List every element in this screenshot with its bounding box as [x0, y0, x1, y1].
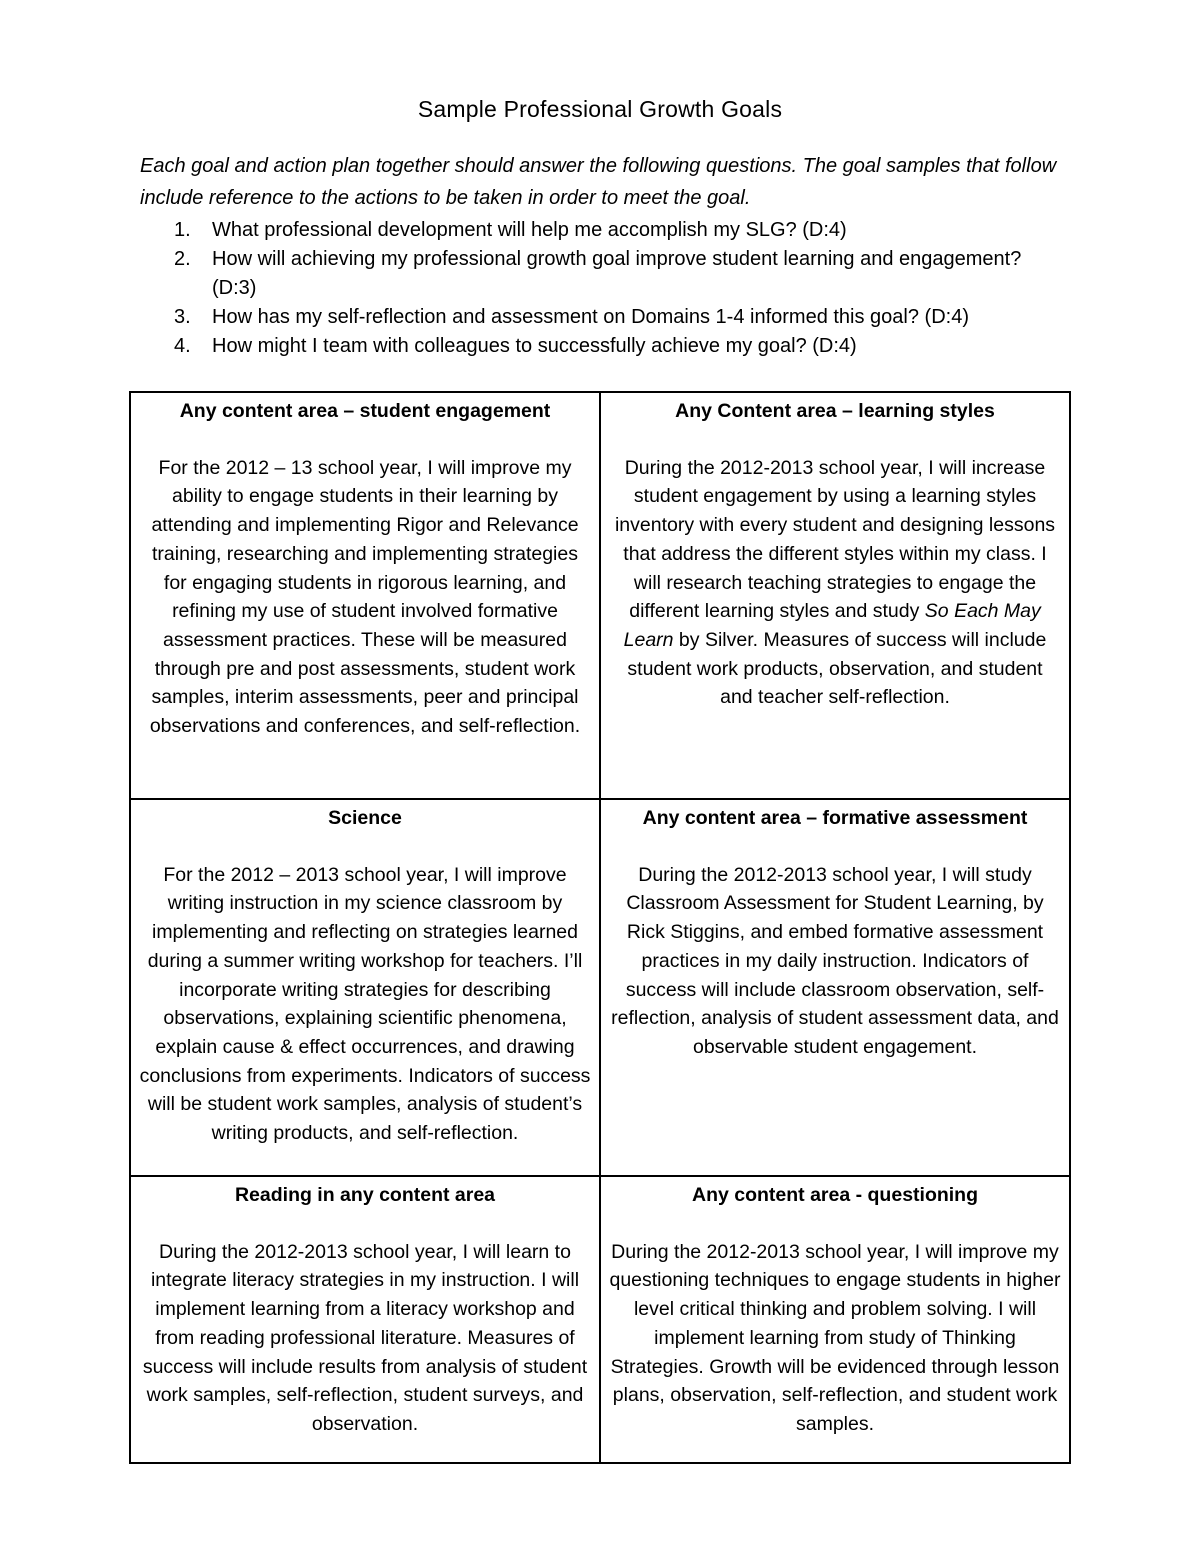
list-number: 3.	[174, 306, 191, 328]
list-number: 4.	[174, 335, 191, 357]
table-row	[130, 799, 1070, 1176]
goal-cell-learning-styles	[600, 392, 1070, 799]
goal-title: Any content area - questioning	[691, 1184, 979, 1206]
intro-paragraph: Each goal and action plan together should answer the following questions. The goal samples that follow include reference to the actions to be taken in order to meet the goal.	[140, 155, 1057, 209]
list-number: 1.	[174, 219, 191, 241]
goal-body: For the 2012 – 13 school year, I will improve my ability to engage students in their learning by attending and implementing Rigor and Relevance training, researching and implementing strategies for engaging students in rigorous learning, and refining my use of student involved formative assessment practices. These will be measured through pre and post assessments, student work samples, interim assessments, peer and principal observations and conferences, and self-reflection.	[149, 456, 581, 738]
goal-body	[609, 454, 1061, 712]
list-text: What professional development will help me accomplish my SLG? (D:4)	[212, 219, 847, 241]
goal-title: Any Content area – learning styles	[675, 400, 995, 422]
list-item	[174, 332, 1034, 361]
book-title: So Each May Learn	[623, 600, 1041, 651]
list-number: 2.	[174, 248, 191, 270]
goal-body: During the 2012-2013 school year, I will study Classroom Assessment for Student Learning, by Rick Stiggins, and embed formative assessment practices in my daily instruction. Indicators of success will include classroom observation, self-reflection, analysis of student assessment data, and observable student engagement.	[611, 863, 1059, 1058]
goal-title: Any content area – formative assessment	[642, 807, 1028, 829]
goal-cell-questioning	[600, 1176, 1070, 1463]
goal-body-part: During the 2012-2013 school year, I will increase student engagement by using a learning styles inventory with every student and designing lessons that address the different styles within my class. I will research teaching strategies to engage the different learning styles and study	[614, 456, 1056, 623]
goal-title: Reading in any content area	[234, 1184, 496, 1206]
list-text: How will achieving my professional growth goal improve student learning and engagement? (D:3)	[212, 248, 1022, 299]
list-text: How might I team with colleagues to successfully achieve my goal? (D:4)	[212, 335, 857, 357]
goal-body: During the 2012-2013 school year, I will learn to integrate literacy strategies in my instruction. I will implement learning from a literacy workshop and from reading professional literature. Measures of success will include results from analysis of student work samples, self-reflection, student surveys, and observation.	[142, 1240, 588, 1435]
goal-body-part: by Silver. Measures of success will include student work products, observation, and student and teacher self-reflection.	[627, 628, 1047, 709]
goal-cell-science	[130, 799, 600, 1176]
goal-title: Science	[328, 807, 402, 829]
list-text: How has my self-reflection and assessment on Domains 1-4 informed this goal? (D:4)	[212, 306, 969, 328]
list-item	[174, 245, 1034, 303]
goals-table	[129, 391, 1071, 1464]
goal-title: Any content area – student engagement	[179, 400, 551, 422]
goal-body: For the 2012 – 2013 school year, I will improve writing instruction in my science classroom by implementing and reflecting on strategies learned during a summer writing workshop for teachers. I’ll incorporate writing strategies for describing observations, explaining scientific phenomena, explain cause & effect occurrences, and drawing conclusions from experiments. Indicators of success will be student work samples, analysis of student’s writing products, and self-reflection.	[139, 863, 591, 1145]
goal-cell-formative-assessment	[600, 799, 1070, 1176]
goal-cell-reading	[130, 1176, 600, 1463]
question-list	[174, 216, 1034, 361]
table-row	[130, 1176, 1070, 1463]
list-item	[174, 216, 1034, 245]
goal-cell-student-engagement	[130, 392, 600, 799]
goal-body: During the 2012-2013 school year, I will improve my questioning techniques to engage students in higher level critical thinking and problem solving. I will implement learning from study of Thinking Strategies. Growth will be evidenced through lesson plans, observation, self-reflection, and student work samples.	[609, 1240, 1061, 1435]
page-title: Sample Professional Growth Goals	[417, 96, 783, 122]
list-item	[174, 303, 1034, 332]
table-row	[130, 392, 1070, 799]
